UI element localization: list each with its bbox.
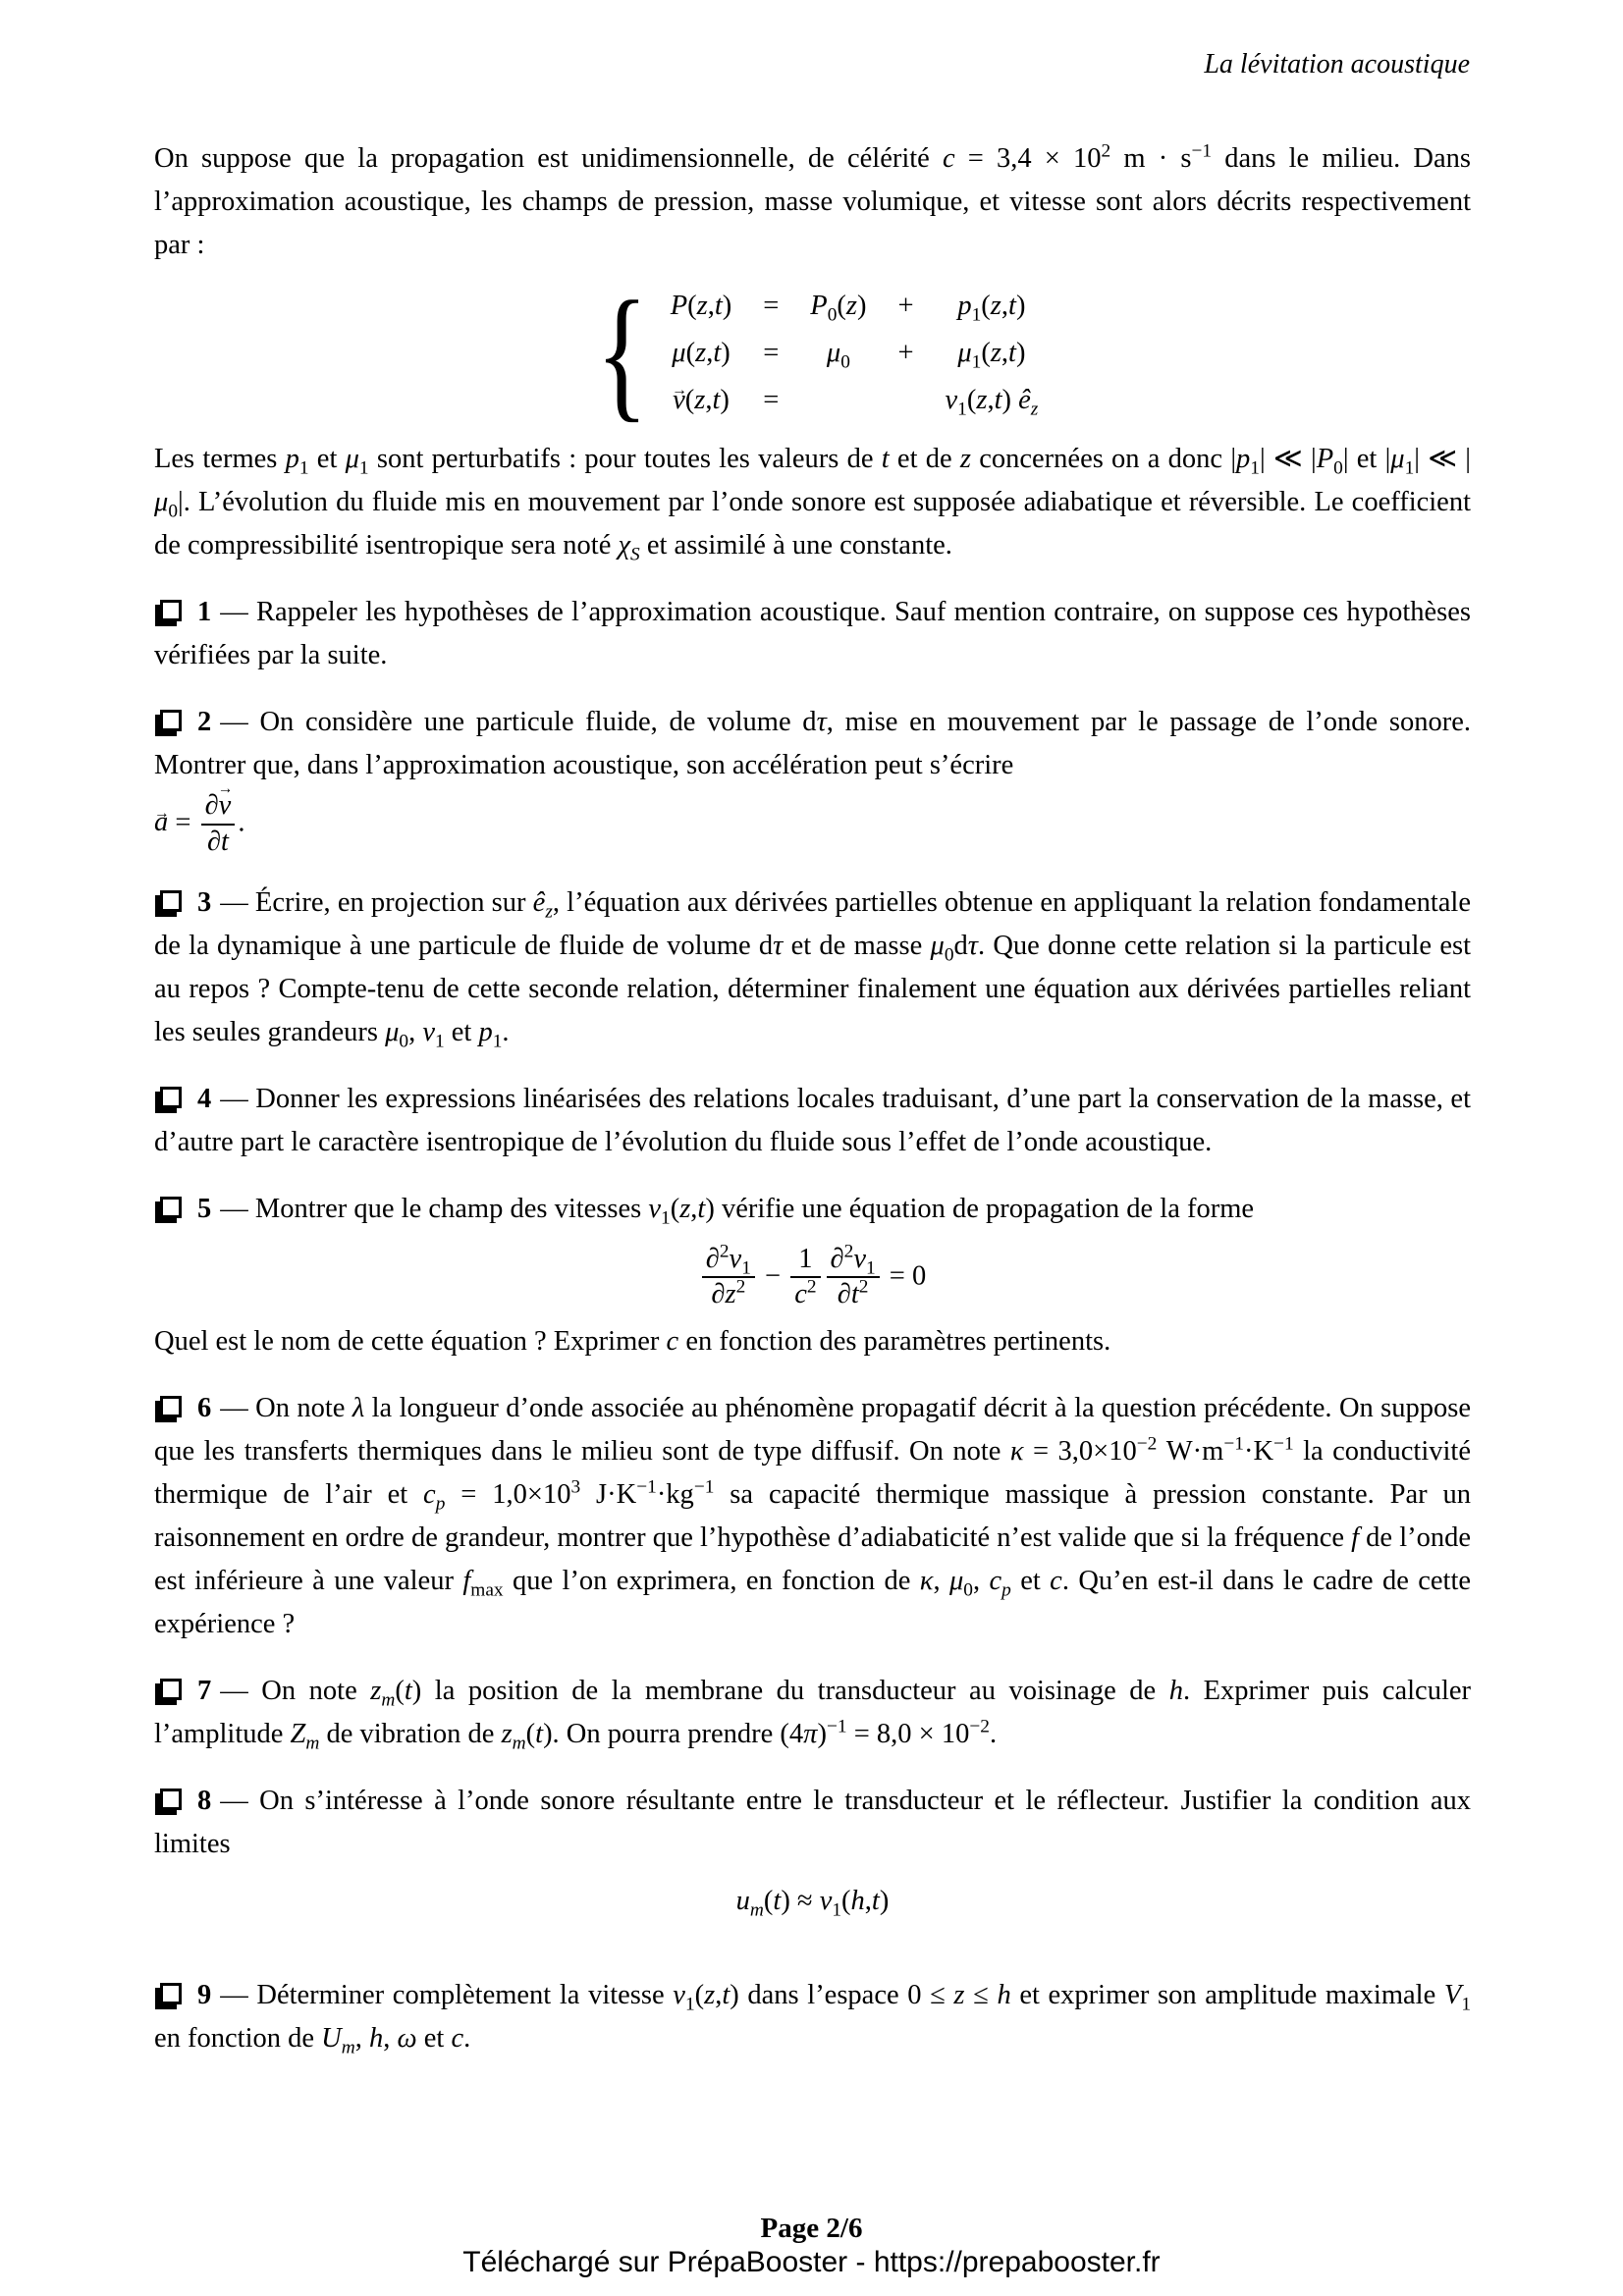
question-number: 8: [197, 1786, 212, 1817]
question-5: [154, 1188, 1471, 1364]
eq-cell: P(z,t): [670, 291, 732, 321]
eq-cell: =: [763, 338, 780, 368]
question-checkbox-icon: [160, 1983, 182, 2004]
question-text: — Donner les expressions linéarisées des relations locales traduisant, d’une part la conservation de la masse, et d’autre part le caractère isentropique de l’évolution du fluide sous l’effet de l’onde acoustique.: [154, 1083, 1471, 1157]
page-number: Page 2/6: [760, 2213, 863, 2244]
question-number: 6: [197, 1393, 212, 1424]
question-2: [154, 701, 1471, 858]
eq-cell: =: [763, 385, 780, 415]
question-text: — Écrire, en projection sur $ê_z$, l’équation aux dérivées partielles obtenue en appliquant la relation fondamentale de la dynamique à une particule de fluide de volume dτ et de masse $\mu_0d\tau$. Que donne cette relation si la particule est au repos ? Compte-tenu de cette seconde relation, déterminer finalement une équation aux dérivées partielles reliant les seules grandeurs $\mu_0$, $v_1$ et $p_1$.: [154, 886, 1471, 1052]
question-text-continued: Quel est le nom de cette équation ? Exprimer c en fonction des paramètres pertinents.: [154, 1326, 1111, 1358]
acceleration-formula: a → = $\frac{\partial v \to}{\partial t}$ .: [154, 791, 1471, 858]
eq-cell: +: [897, 338, 914, 368]
question-3: [154, 881, 1471, 1054]
eq-cell: +: [897, 291, 914, 321]
question-checkbox-icon: [160, 1087, 182, 1108]
question-text: — On note λ la longueur d’onde associée au phénomène propagatif décrit à la question précédente. On suppose que les transferts thermiques dans le milieu sont de type diffusif. On note $\kappa = 3,0\times 10^{-2}$ $W\cdot m^{-1}\cdot K^{-1}$ la conductivité thermique de l’air et $c_p = 1,0\times 10^3$ $J\cdot K^{-1}\cdot kg^{-1}$ sa capacité thermique massique à pression constante. Par un raisonnement en ordre de grandeur, montrer que l’hypothèse d’adiabaticité n’est valide que si la fréquence f de l’onde est inférieure à une valeur $f_{max}$ que l’on exprimera, en fonction de κ, $\mu_0$, $c_p$ et c. Qu’en est-il dans le cadre de cette expérience ?: [154, 1393, 1472, 1640]
question-checkbox-icon: [160, 1789, 182, 1810]
eq-cell: $v_1(z,t)$ $ê_z$: [945, 385, 1039, 420]
question-text: — On note $z_m(t)$ la position de la membrane du transducteur au voisinage de h. Exprimer puis calculer l’amplitude $Z_m$ de vibration de $z_m(t)$. On pourra prendre $(4\pi)^{-1} = 8,0 \times 10^{-2}$.: [154, 1676, 1471, 1754]
eq-cell: v →(z,t): [671, 379, 732, 422]
equation-system-grid: [671, 285, 1039, 422]
question-number: 5: [197, 1193, 212, 1224]
eq-cell: $\mu_1(z,t)$: [957, 338, 1026, 373]
eq-cell: $\mu_0$: [826, 338, 850, 373]
download-note: Téléchargé sur PrépaBooster - https://prepabooster.fr: [462, 2246, 1161, 2278]
question-1: [154, 591, 1471, 677]
eq-cell: $P_0(z)$: [810, 291, 867, 326]
question-number: 3: [197, 886, 212, 918]
question-text: — Déterminer complètement la vitesse $v_1(z,t)$ dans l’espace 0 ≤ z ≤ h et exprimer son amplitude maximale $V_1$ en fonction de $U_m$, h, ω et c.: [154, 1980, 1471, 2058]
page-footer: [0, 2212, 1623, 2280]
question-checkbox-icon: [160, 600, 182, 621]
eq-cell: $p_1(z,t)$: [957, 291, 1026, 326]
boundary-condition-equation: $u_m(t) \approx v_1(h,t)$: [735, 1886, 890, 1921]
question-8: [154, 1780, 1471, 1923]
question-9: [154, 1974, 1471, 2060]
question-text: — Rappeler les hypothèses de l’approximation acoustique. Sauf mention contraire, on suppose ces hypothèses vérifiées par la suite.: [154, 597, 1471, 670]
question-text: — Montrer que le champ des vitesses $v_1(z,t)$ vérifie une équation de propagation de la forme: [220, 1193, 1255, 1229]
question-number: 7: [197, 1676, 212, 1707]
eq-cell: =: [763, 291, 780, 321]
intro-paragraph-2: Les termes $p_1$ et $\mu_1$ sont perturbatifs : pour toutes les valeurs de t et de z concernées on a donc $|p_1|$ ≪ $|P_0|$ et $|\mu_1|$ ≪ $|\mu_0|$. L’évolution du fluide mis en mouvement par l’onde sonore est supposée adiabatique et réversible. Le coefficient de compressibilité isentropique sera noté $\chi_S$ et assimilé à une constante.: [154, 444, 1472, 565]
question-6: [154, 1387, 1471, 1646]
intro-paragraph-1: On suppose que la propagation est unidimensionnelle, de célérité $c = 3,4 \times 10^2$ $m \cdot s^{-1}$ dans le milieu. Dans l’approximation acoustique, les champs de pression, masse volumique, et vitesse sont alors décrits respectivement par :: [154, 140, 1471, 260]
running-header-title: La lévitation acoustique: [1204, 49, 1470, 80]
question-checkbox-icon: [160, 1396, 182, 1417]
question-checkbox-icon: [160, 710, 182, 731]
question-number: 1: [197, 597, 212, 627]
question-text: — On s’intéresse à l’onde sonore résultante entre le transducteur et le réflecteur. Justifier la condition aux limites: [154, 1786, 1471, 1860]
question-checkbox-icon: [160, 1679, 182, 1700]
eq-cell: μ(z,t): [672, 338, 730, 368]
question-7: [154, 1670, 1471, 1756]
question-number: 4: [197, 1083, 212, 1114]
question-text: — On considère une particule fluide, de volume dτ, mise en mouvement par le passage de l’onde sonore. Montrer que, dans l’approximation acoustique, son accélération peut s’écrire: [154, 707, 1471, 780]
left-brace-delimiter: {: [595, 271, 648, 436]
page-content: [154, 137, 1471, 2060]
question-checkbox-icon: [160, 1197, 182, 1218]
question-4: [154, 1078, 1471, 1164]
question-number: 9: [197, 1980, 212, 2011]
question-checkbox-icon: [160, 890, 182, 912]
question-number: 2: [197, 707, 212, 737]
wave-equation: $\frac{\partial^2v_1}{\partial z^2}$ − $\frac{1}{c^2}$ $\frac{\partial^2v_1}{\partial t^2}$ = 0: [154, 1245, 1471, 1311]
pressure-density-velocity-equation-system: [154, 271, 1471, 436]
